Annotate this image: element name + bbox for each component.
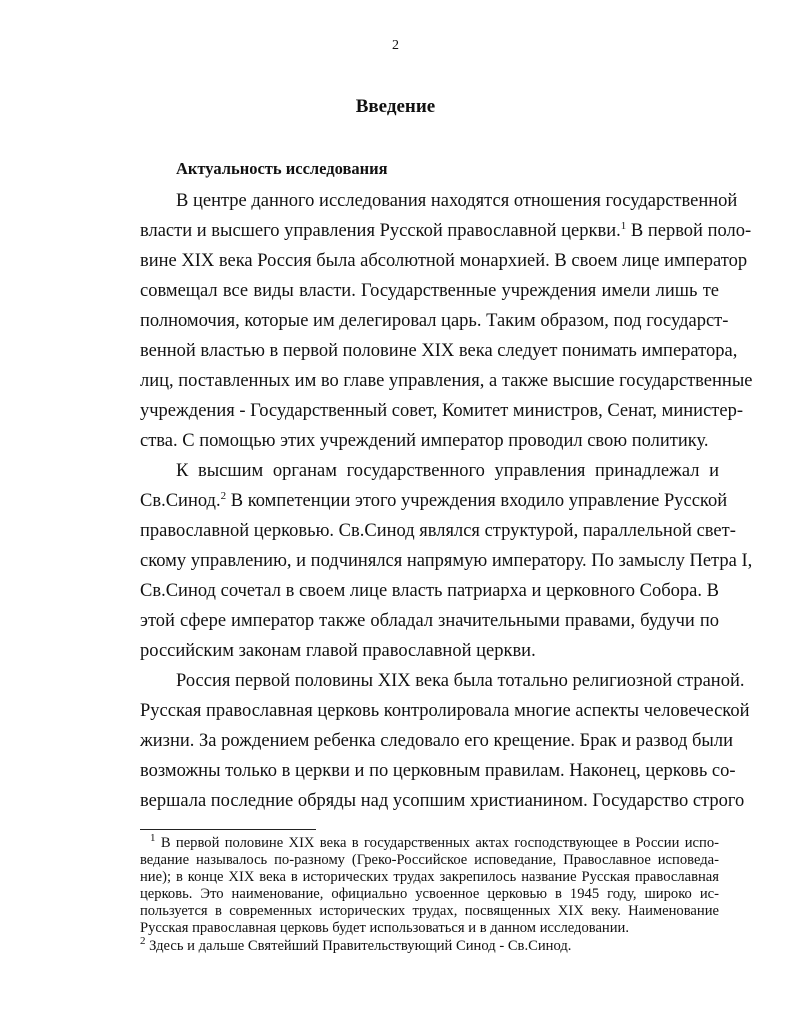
- text-span: В первой половине XIX века в государственных актах господствующее в России испо-: [155, 835, 719, 851]
- text-span: Св.Синод.: [140, 491, 221, 511]
- text-line: [140, 218, 752, 244]
- text-line: скому управлению, и подчинялся напрямую императору. По замыслу Петра I,: [140, 551, 753, 571]
- text-line: ства. С помощью этих учреждений император проводил свою политику.: [140, 431, 709, 451]
- footnote-line: пользуется в современных исторических трудах, посвященных XIX веку. Наименование: [140, 903, 719, 919]
- text-span: В компетенции этого учреждения входило управление Русской: [226, 491, 728, 511]
- footnote-line: Русская православная церковь будет использоваться и в данном исследовании.: [140, 920, 630, 936]
- text-line: вершала последние обряды над усопшим христианином. Государство строго: [140, 791, 745, 811]
- footnote-line: церковь. Это наименование, официально усвоенное церковью в 1945 году, широко ис-: [140, 886, 719, 902]
- text-line: В центре данного исследования находятся отношения государственной: [176, 191, 738, 211]
- footnote-line: [150, 832, 719, 852]
- text-line: [140, 488, 728, 514]
- text-line: российским законам главой православной церкви.: [140, 641, 536, 661]
- text-line: Св.Синод сочетал в своем лице власть патриарха и церковного Собора. В: [140, 581, 719, 601]
- text-line: православной церковью. Св.Синод являлся структурой, параллельной свет-: [140, 521, 736, 541]
- page-title: Введение: [355, 96, 436, 117]
- text-line: Россия первой половины XIX века была тотально религиозной страной.: [176, 671, 745, 691]
- footnote-ref-1: 1: [620, 219, 627, 232]
- page-number: 2: [392, 38, 399, 53]
- text-span: В первой поло-: [626, 221, 752, 241]
- text-line: возможны только в церкви и по церковным правилам. Наконец, церковь со-: [140, 761, 736, 781]
- text-line: этой сфере император также обладал значительными правами, будучи по: [140, 611, 719, 631]
- text-line: учреждения - Государственный совет, Комитет министров, Сенат, министер-: [140, 401, 744, 421]
- text-span: Здесь и дальше Святейший Правительствующий Синод - Св.Синод.: [145, 938, 572, 954]
- footnote-line: ние); в конце XIX века в исторических трудах закрепилось название Русская православная: [140, 869, 719, 885]
- footnote-ref-2: 2: [220, 489, 227, 502]
- footnote-line: ведание называлось по-разному (Греко-Российское исповедание, Православное исповеда-: [140, 852, 719, 868]
- footnote-mark-1: 1: [150, 832, 156, 845]
- text-span: власти и высшего управления Русской православной церкви.: [140, 221, 621, 241]
- section-subheading: Актуальность исследования: [176, 159, 388, 178]
- text-line: вине XIX века Россия была абсолютной монархией. В своем лице император: [140, 251, 748, 271]
- text-line: венной властью в первой половине XIX века следует понимать императора,: [140, 341, 738, 361]
- text-line: Русская православная церковь контролировала многие аспекты человеческой: [140, 701, 750, 721]
- footnote-divider: [140, 829, 316, 830]
- footnote-mark-2: 2: [140, 935, 146, 948]
- footnote-line: [140, 935, 719, 955]
- text-line: полномочия, которые им делегировал царь. Таким образом, под государст-: [140, 311, 729, 331]
- text-line: жизни. За рождением ребенка следовало его крещение. Брак и развод были: [140, 731, 733, 751]
- text-line: лиц, поставленных им во главе управления, а также высшие государственные: [140, 371, 753, 391]
- text-line: К высшим органам государственного управления принадлежал и: [176, 461, 719, 481]
- text-line: совмещал все виды власти. Государственные учреждения имели лишь те: [140, 281, 719, 301]
